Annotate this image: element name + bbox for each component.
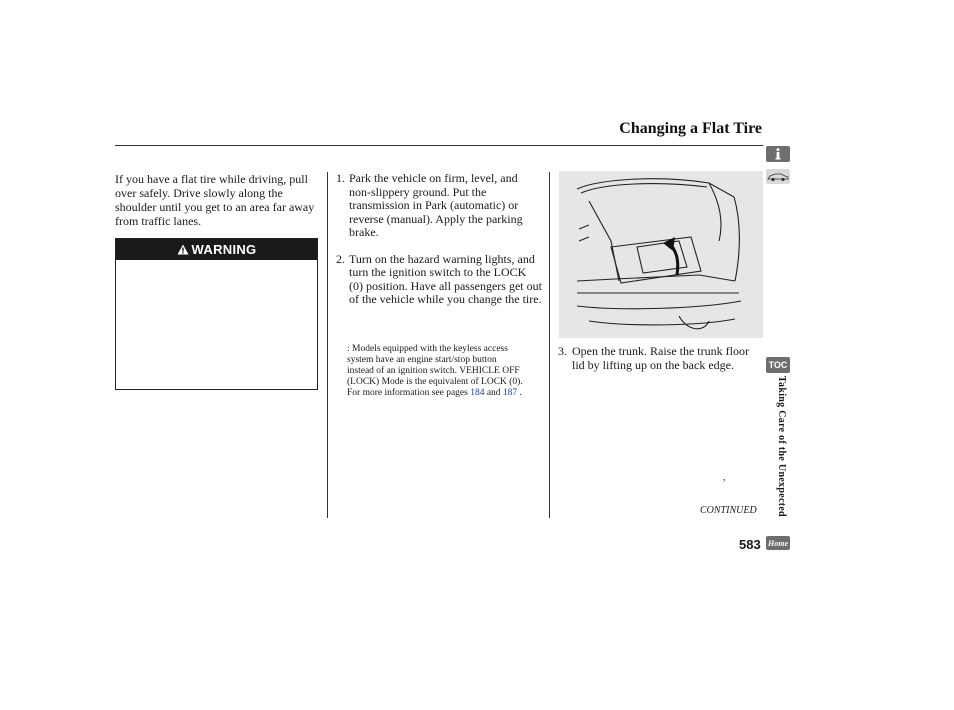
toc-tab[interactable] xyxy=(766,357,790,373)
footnote-joiner: and xyxy=(486,388,501,398)
home-tab[interactable] xyxy=(766,536,790,550)
warning-box xyxy=(115,238,318,390)
column-divider-2 xyxy=(549,172,550,518)
trunk-drawing xyxy=(559,171,763,338)
step-1 xyxy=(336,172,542,240)
warning-header xyxy=(116,239,317,260)
vehicle-tab[interactable] xyxy=(766,169,790,184)
page-link-187[interactable]: 187 xyxy=(502,388,518,398)
step-number: 1. xyxy=(336,171,345,185)
stray-mark: , xyxy=(723,472,726,483)
footnote-end: . xyxy=(519,388,522,398)
footnote xyxy=(347,344,525,399)
page-number: 583 xyxy=(739,537,761,552)
steps-list xyxy=(336,172,542,320)
step-text: Park the vehicle on firm, level, and non-slippery ground. Put the transmission in Park (automatic) or reverse (manual). Apply the parking brake. xyxy=(349,171,523,239)
info-icon xyxy=(774,148,782,160)
step-number: 2. xyxy=(336,251,345,266)
car-icon xyxy=(767,172,789,182)
header-rule xyxy=(115,145,763,146)
column-divider-1 xyxy=(327,172,328,518)
continued-label: CONTINUED xyxy=(700,505,757,516)
step-text: Turn on the hazard warning lights, and turn the ignition switch to the LOCK (0) position. Have all passengers get out of the vehicle while you change the tire. xyxy=(349,251,542,306)
step-3 xyxy=(558,345,758,372)
info-tab[interactable] xyxy=(766,146,790,162)
page-title: Changing a Flat Tire xyxy=(619,120,762,137)
warning-triangle-icon xyxy=(177,244,189,255)
step-2 xyxy=(336,253,542,307)
warning-label: WARNING xyxy=(191,242,257,257)
toc-label: TOC xyxy=(768,360,788,370)
home-label: Home xyxy=(768,538,788,548)
section-label: Taking Care of the Unexpected xyxy=(776,376,787,517)
footnote-text: Models equipped with the keyless access system have an engine start/stop button instead of an ignition switch. VEHICLE OFF (LOCK) Mode is the equivalent of LOCK (0). For more information see pages xyxy=(347,344,523,398)
footnote-marker: : xyxy=(347,344,350,354)
step-number: 3. xyxy=(558,344,567,358)
page-link-184[interactable]: 184 xyxy=(470,388,485,398)
step-text: Open the trunk. Raise the trunk floor lid by lifting up on the back edge. xyxy=(572,344,749,372)
trunk-illustration xyxy=(559,171,763,338)
intro-paragraph: If you have a flat tire while driving, pull over safely. Drive slowly along the shoulder until you get to an area far away from traffic lanes. xyxy=(115,172,315,228)
